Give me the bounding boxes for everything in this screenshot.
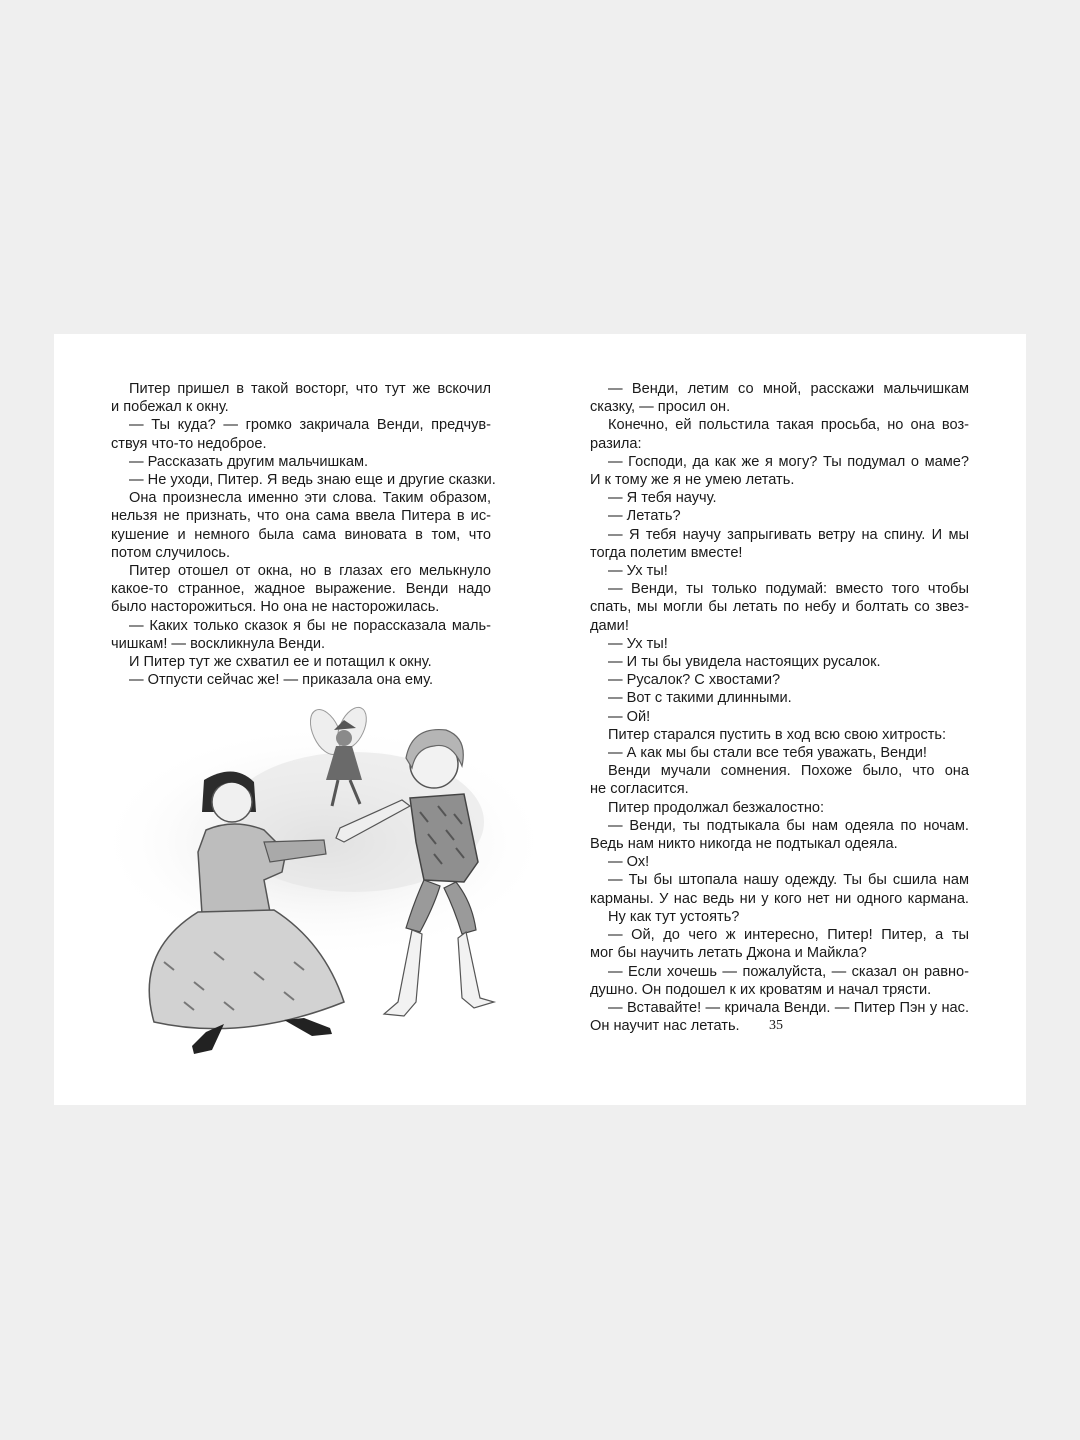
text-line: — Венди, ты подтыкала бы нам одеяла по ночам. (608, 817, 969, 834)
text-line: — Венди, ты только подумай: вместо того чтобы (608, 581, 969, 598)
dancing-children-illustration (94, 702, 534, 1072)
text-line: — Русалок? С хвостами? (608, 672, 781, 689)
text-line: Ведь нам никто никогда не подтыкал одеяла. (590, 836, 898, 853)
text-line: — Ох! (608, 854, 650, 871)
text-line: — Отпусти сейчас же! — приказала она ему. (129, 672, 434, 689)
text-line: Ну как тут устоять? (608, 908, 740, 925)
text-line: Венди мучали сомнения. Похоже было, что она (608, 763, 969, 780)
text-line: ствуя что-то недоброе. (111, 435, 267, 452)
text-line: спать, мы могли бы летать по небу и болтать со звез- (590, 599, 969, 616)
text-line: — Если хочешь — пожалуйста, — сказал он равно- (608, 963, 969, 980)
text-line: нельзя не признать, что она сама ввела Питера в ис- (111, 508, 491, 525)
text-line: — Господи, да как же я могу? Ты подумал о маме? (608, 453, 969, 470)
text-line: Питер продолжал безжалостно: (608, 799, 825, 816)
text-line: — Летать? (608, 508, 681, 525)
text-line: — Я тебя научу. (608, 490, 717, 507)
text-line: — Вот с такими длинными. (608, 690, 792, 707)
text-line: дами! (590, 617, 629, 634)
text-line: Питер старался пустить в ход всю свою хитрость: (608, 726, 947, 743)
text-line: — Ой, до чего ж интересно, Питер! Питер, а ты (608, 927, 969, 944)
text-line: какое-то странное, жадное выражение. Венди надо (111, 581, 491, 598)
text-line: — Ух ты! (608, 635, 668, 652)
right-page-text (590, 380, 969, 1035)
text-line: разила: (590, 435, 642, 452)
text-line: не согласится. (590, 781, 689, 798)
text-line: было насторожиться. Но она не насторожилась. (111, 599, 440, 616)
text-line: мог бы научить летать Джона и Майкла? (590, 945, 867, 962)
text-line: — И ты бы увидела настоящих русалок. (608, 654, 881, 671)
text-line: кушение и немного была сама виновата в том, что (111, 526, 491, 543)
text-line: Конечно, ей польстила такая просьба, но она воз- (608, 417, 969, 434)
text-line: — Не уходи, Питер. Я ведь знаю еще и другие сказки. (129, 472, 496, 489)
text-line: — Ты куда? — громко закричала Венди, предчув- (129, 417, 491, 434)
text-line: — Вставайте! — кричала Венди. — Питер Пэн у нас. (608, 999, 969, 1016)
text-line: И к тому же я не умею летать. (590, 472, 795, 489)
book-spread (54, 334, 1026, 1105)
text-line: Питер отошел от окна, но в глазах его мелькнуло (129, 563, 491, 580)
text-line: — Ты бы штопала нашу одежду. Ты бы сшила нам (608, 872, 969, 889)
page-number: 35 (769, 1018, 783, 1033)
text-line: — Каких только сказок я бы не порассказала маль- (129, 617, 491, 634)
text-line: сказку, — просил он. (590, 399, 731, 416)
text-line: — Ой! (608, 708, 651, 725)
text-line: Она произнесла именно эти слова. Таким образом, (129, 490, 491, 507)
text-line: — Рассказать другим мальчишкам. (129, 453, 369, 470)
text-line: потом случилось. (111, 544, 231, 561)
text-line: душно. Он подошел к их кроватям и начал трясти. (590, 981, 932, 998)
text-line: тогда полетим вместе! (590, 544, 743, 561)
text-line: Питер пришел в такой восторг, что тут же вскочил (129, 381, 491, 397)
text-line: — Ух ты! (608, 563, 668, 580)
text-line: — Венди, летим со мной, расскажи мальчишкам (608, 381, 969, 397)
text-line: — Я тебя научу запрыгивать ветру на спину. И мы (608, 526, 969, 543)
text-line: чишкам! — воскликнула Венди. (111, 635, 326, 652)
text-line: и побежал к окну. (111, 399, 229, 416)
text-line: — А как мы бы стали все тебя уважать, Венди! (608, 745, 927, 762)
text-line: И Питер тут же схватил ее и потащил к окну. (129, 654, 432, 671)
text-line: карманы. У нас ведь ни у кого нет ни одного кармана. (590, 890, 969, 907)
text-line: Он научит нас летать. (590, 1018, 740, 1035)
left-page-text (111, 380, 496, 689)
